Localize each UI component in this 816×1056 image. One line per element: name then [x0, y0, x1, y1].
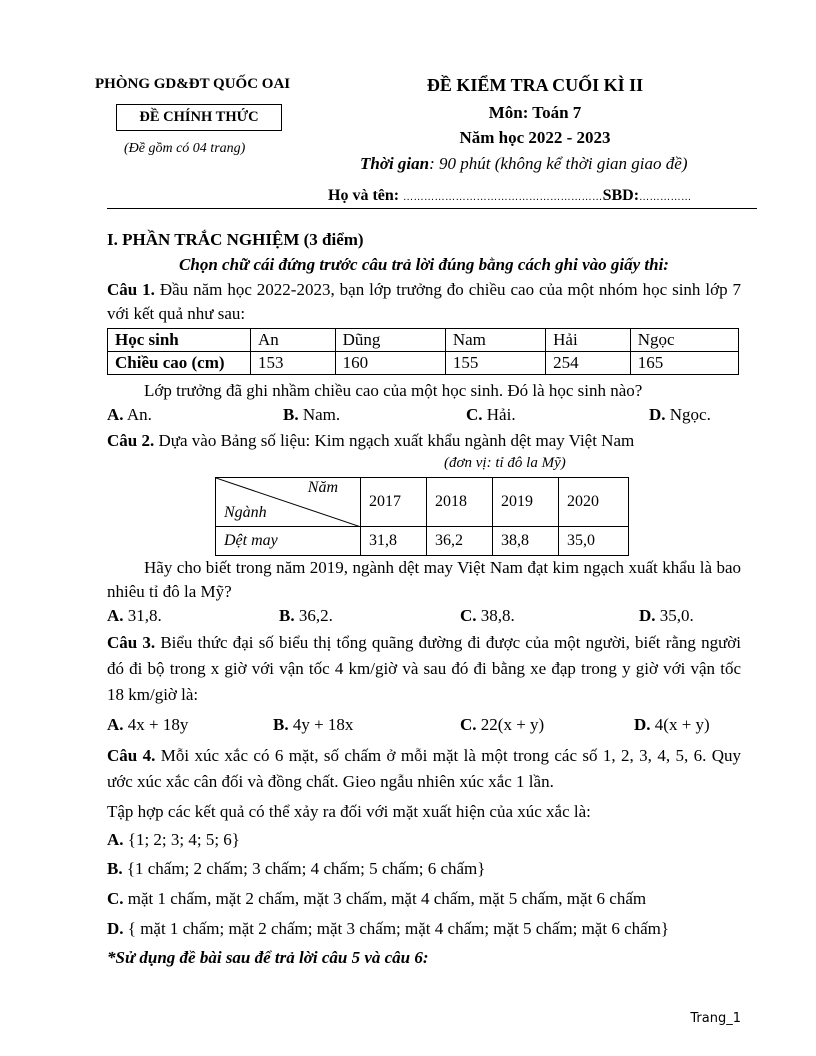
table-cell: 31,8 [361, 527, 427, 556]
section-instruction: Chọn chữ cái đứng trước câu trả lời đúng bằng cách ghi vào giấy thi: [179, 255, 669, 274]
question-2 [107, 429, 741, 453]
export-table [215, 477, 629, 556]
table-header-cell: Học sinh [108, 329, 251, 352]
table-row [108, 329, 739, 352]
question-3 [107, 630, 741, 708]
table-cell: Hải [546, 329, 631, 352]
table-row [216, 478, 629, 527]
question-1-label: Câu 1. [107, 280, 155, 299]
exam-duration [360, 154, 687, 174]
table-row [216, 527, 629, 556]
question-4 [107, 743, 741, 795]
option-b: B. 36,2. [279, 606, 333, 625]
table-corner-cell [216, 478, 361, 527]
table-header-cell: 2017 [361, 478, 427, 527]
option-a: A. An. [107, 405, 152, 424]
table-cell: Ngọc [630, 329, 738, 352]
table-cell: 35,0 [559, 527, 629, 556]
table-header-cell: Chiều cao (cm) [108, 352, 251, 375]
duration-label: Thời gian [360, 154, 430, 173]
option-a: A. 31,8. [107, 606, 162, 625]
table-cell: 254 [546, 352, 631, 375]
option-d: D. { mặt 1 chấm; mặt 2 chấm; mặt 3 chấm; mặt 4 chấm; mặt 5 chấm; mặt 6 chấm} [107, 919, 670, 938]
option-c: C. Hải. [466, 405, 516, 424]
question-2-text: Dựa vào Bảng số liệu: Kim ngạch xuất khẩu ngành dệt may Việt Nam [154, 431, 635, 450]
question-2-prompt: Hãy cho biết trong năm 2019, ngành dệt may Việt Nam đạt kim ngạch xuất khẩu là bao nhiêu tỉ đô la Mỹ? [107, 558, 741, 601]
school-year: Năm học 2022 - 2023 [459, 128, 611, 147]
question-1 [107, 278, 741, 326]
table-cell: An [251, 329, 336, 352]
question-4-label: Câu 4. [107, 746, 156, 765]
table-cell: Nam [445, 329, 545, 352]
option-b: B. {1 chấm; 2 chấm; 3 chấm; 4 chấm; 5 chấm; 6 chấm} [107, 859, 486, 878]
section-title: I. PHẦN TRẮC NGHIỆM (3 điểm) [107, 230, 364, 249]
question-1-options [107, 405, 747, 429]
department-name: PHÒNG GD&ĐT QUỐC OAI [95, 76, 291, 92]
option-a: A. {1; 2; 3; 4; 5; 6} [107, 830, 240, 849]
table-row [108, 352, 739, 375]
option-d: D. Ngọc. [649, 405, 711, 424]
sbd-label: SBD: [602, 187, 640, 204]
table-cell: 160 [335, 352, 445, 375]
table-header-cell: 2019 [493, 478, 559, 527]
header-divider [107, 208, 757, 209]
question-1-text: Đầu năm học 2022-2023, bạn lớp trưởng đo chiều cao của một nhóm học sinh lớp 7 với kết quả như sau: [107, 280, 742, 323]
exam-subject: Môn: Toán 7 [488, 103, 582, 122]
question-2-label: Câu 2. [107, 431, 155, 450]
official-badge: ĐỀ CHÍNH THỨC [116, 104, 282, 131]
question-3-text: Biểu thức đại số biểu thị tổng quãng đường đi được của một người, biết rằng người đó đi bộ trong x giờ với vận tốc 4 km/giờ và sau đó đi bằng xe đạp trong y giờ với vận tốc 18 km/giờ là: [107, 633, 741, 704]
question-3-label: Câu 3. [107, 633, 156, 652]
question-4-text: Mỗi xúc xắc có 6 mặt, số chấm ở mỗi mặt là một trong các số 1, 2, 3, 4, 5, 6. Quy ước xúc xắc cân đối và đồng chất. Gieo ngẫu nhiên xúc xắc 1 lần. [107, 746, 742, 791]
duration-value: : 90 phút (không kể thời gian giao đề) [429, 154, 688, 173]
sbd-blank: …………… [639, 192, 692, 203]
note-q5-q6: *Sử dụng đề bài sau để trả lời câu 5 và câu 6: [107, 948, 429, 967]
option-c: C. 38,8. [460, 606, 515, 625]
option-d: D. 4(x + y) [634, 715, 710, 734]
question-4-prompt: Tập hợp các kết quả có thể xảy ra đối với mặt xuất hiện của xúc xắc là: [107, 802, 591, 821]
option-d: D. 35,0. [639, 606, 694, 625]
option-c: C. 22(x + y) [460, 715, 545, 734]
table-cell: 155 [445, 352, 545, 375]
table-cell: 38,8 [493, 527, 559, 556]
option-b: B. 4y + 18x [273, 715, 354, 734]
page-number: Trang_1 [690, 1011, 741, 1026]
table-cell: 153 [251, 352, 336, 375]
corner-year-label: Năm [307, 479, 338, 496]
name-blank: ………………………………………………… [403, 192, 603, 203]
table-cell: 165 [630, 352, 738, 375]
table-header-cell: 2018 [427, 478, 493, 527]
table-cell: Dũng [335, 329, 445, 352]
table-row-label: Dệt may [216, 527, 361, 556]
question-3-options [107, 715, 747, 739]
question-1-prompt: Lớp trưởng đã ghi nhầm chiều cao của một học sinh. Đó là học sinh nào? [144, 381, 643, 400]
table-cell: 36,2 [427, 527, 493, 556]
student-info-line [328, 187, 692, 205]
option-b: B. Nam. [283, 405, 341, 424]
unit-note: (đơn vị: tỉ đô la Mỹ) [444, 455, 566, 471]
name-label: Họ và tên: [328, 187, 400, 204]
option-c: C. mặt 1 chấm, mặt 2 chấm, mặt 3 chấm, mặt 4 chấm, mặt 5 chấm, mặt 6 chấm [107, 889, 647, 908]
pages-note: (Đề gồm có 04 trang) [124, 141, 246, 156]
heights-table [107, 328, 739, 375]
corner-sector-label: Ngành [224, 504, 267, 521]
table-header-cell: 2020 [559, 478, 629, 527]
exam-title: ĐỀ KIỂM TRA CUỐI KÌ II [426, 75, 644, 95]
option-a: A. 4x + 18y [107, 715, 189, 734]
question-2-options [107, 606, 747, 630]
